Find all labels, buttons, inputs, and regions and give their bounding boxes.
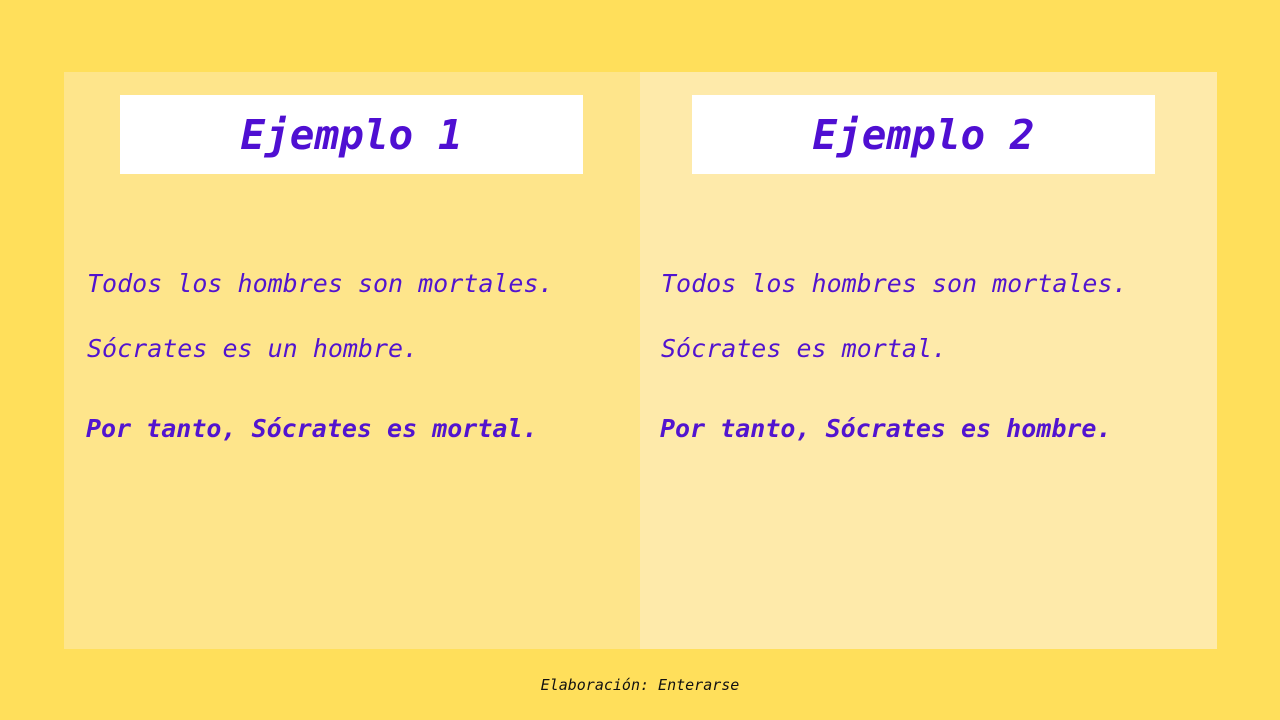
premise-1: Todos los hombres son mortales. <box>661 269 1128 298</box>
example-title: Ejemplo 2 <box>812 110 1035 159</box>
premise-1: Todos los hombres son mortales. <box>87 269 554 298</box>
example-panel-1 <box>64 72 640 649</box>
example-panel-2 <box>640 72 1217 649</box>
example-title-box <box>120 95 583 174</box>
example-title-box <box>692 95 1155 174</box>
premise-2: Sócrates es un hombre. <box>87 334 419 363</box>
footer-credit: Elaboración: Enterarse <box>540 676 740 694</box>
premise-2: Sócrates es mortal. <box>661 334 947 363</box>
conclusion: Por tanto, Sócrates es mortal. <box>86 414 538 443</box>
conclusion: Por tanto, Sócrates es hombre. <box>660 414 1112 443</box>
example-title: Ejemplo 1 <box>240 110 463 159</box>
